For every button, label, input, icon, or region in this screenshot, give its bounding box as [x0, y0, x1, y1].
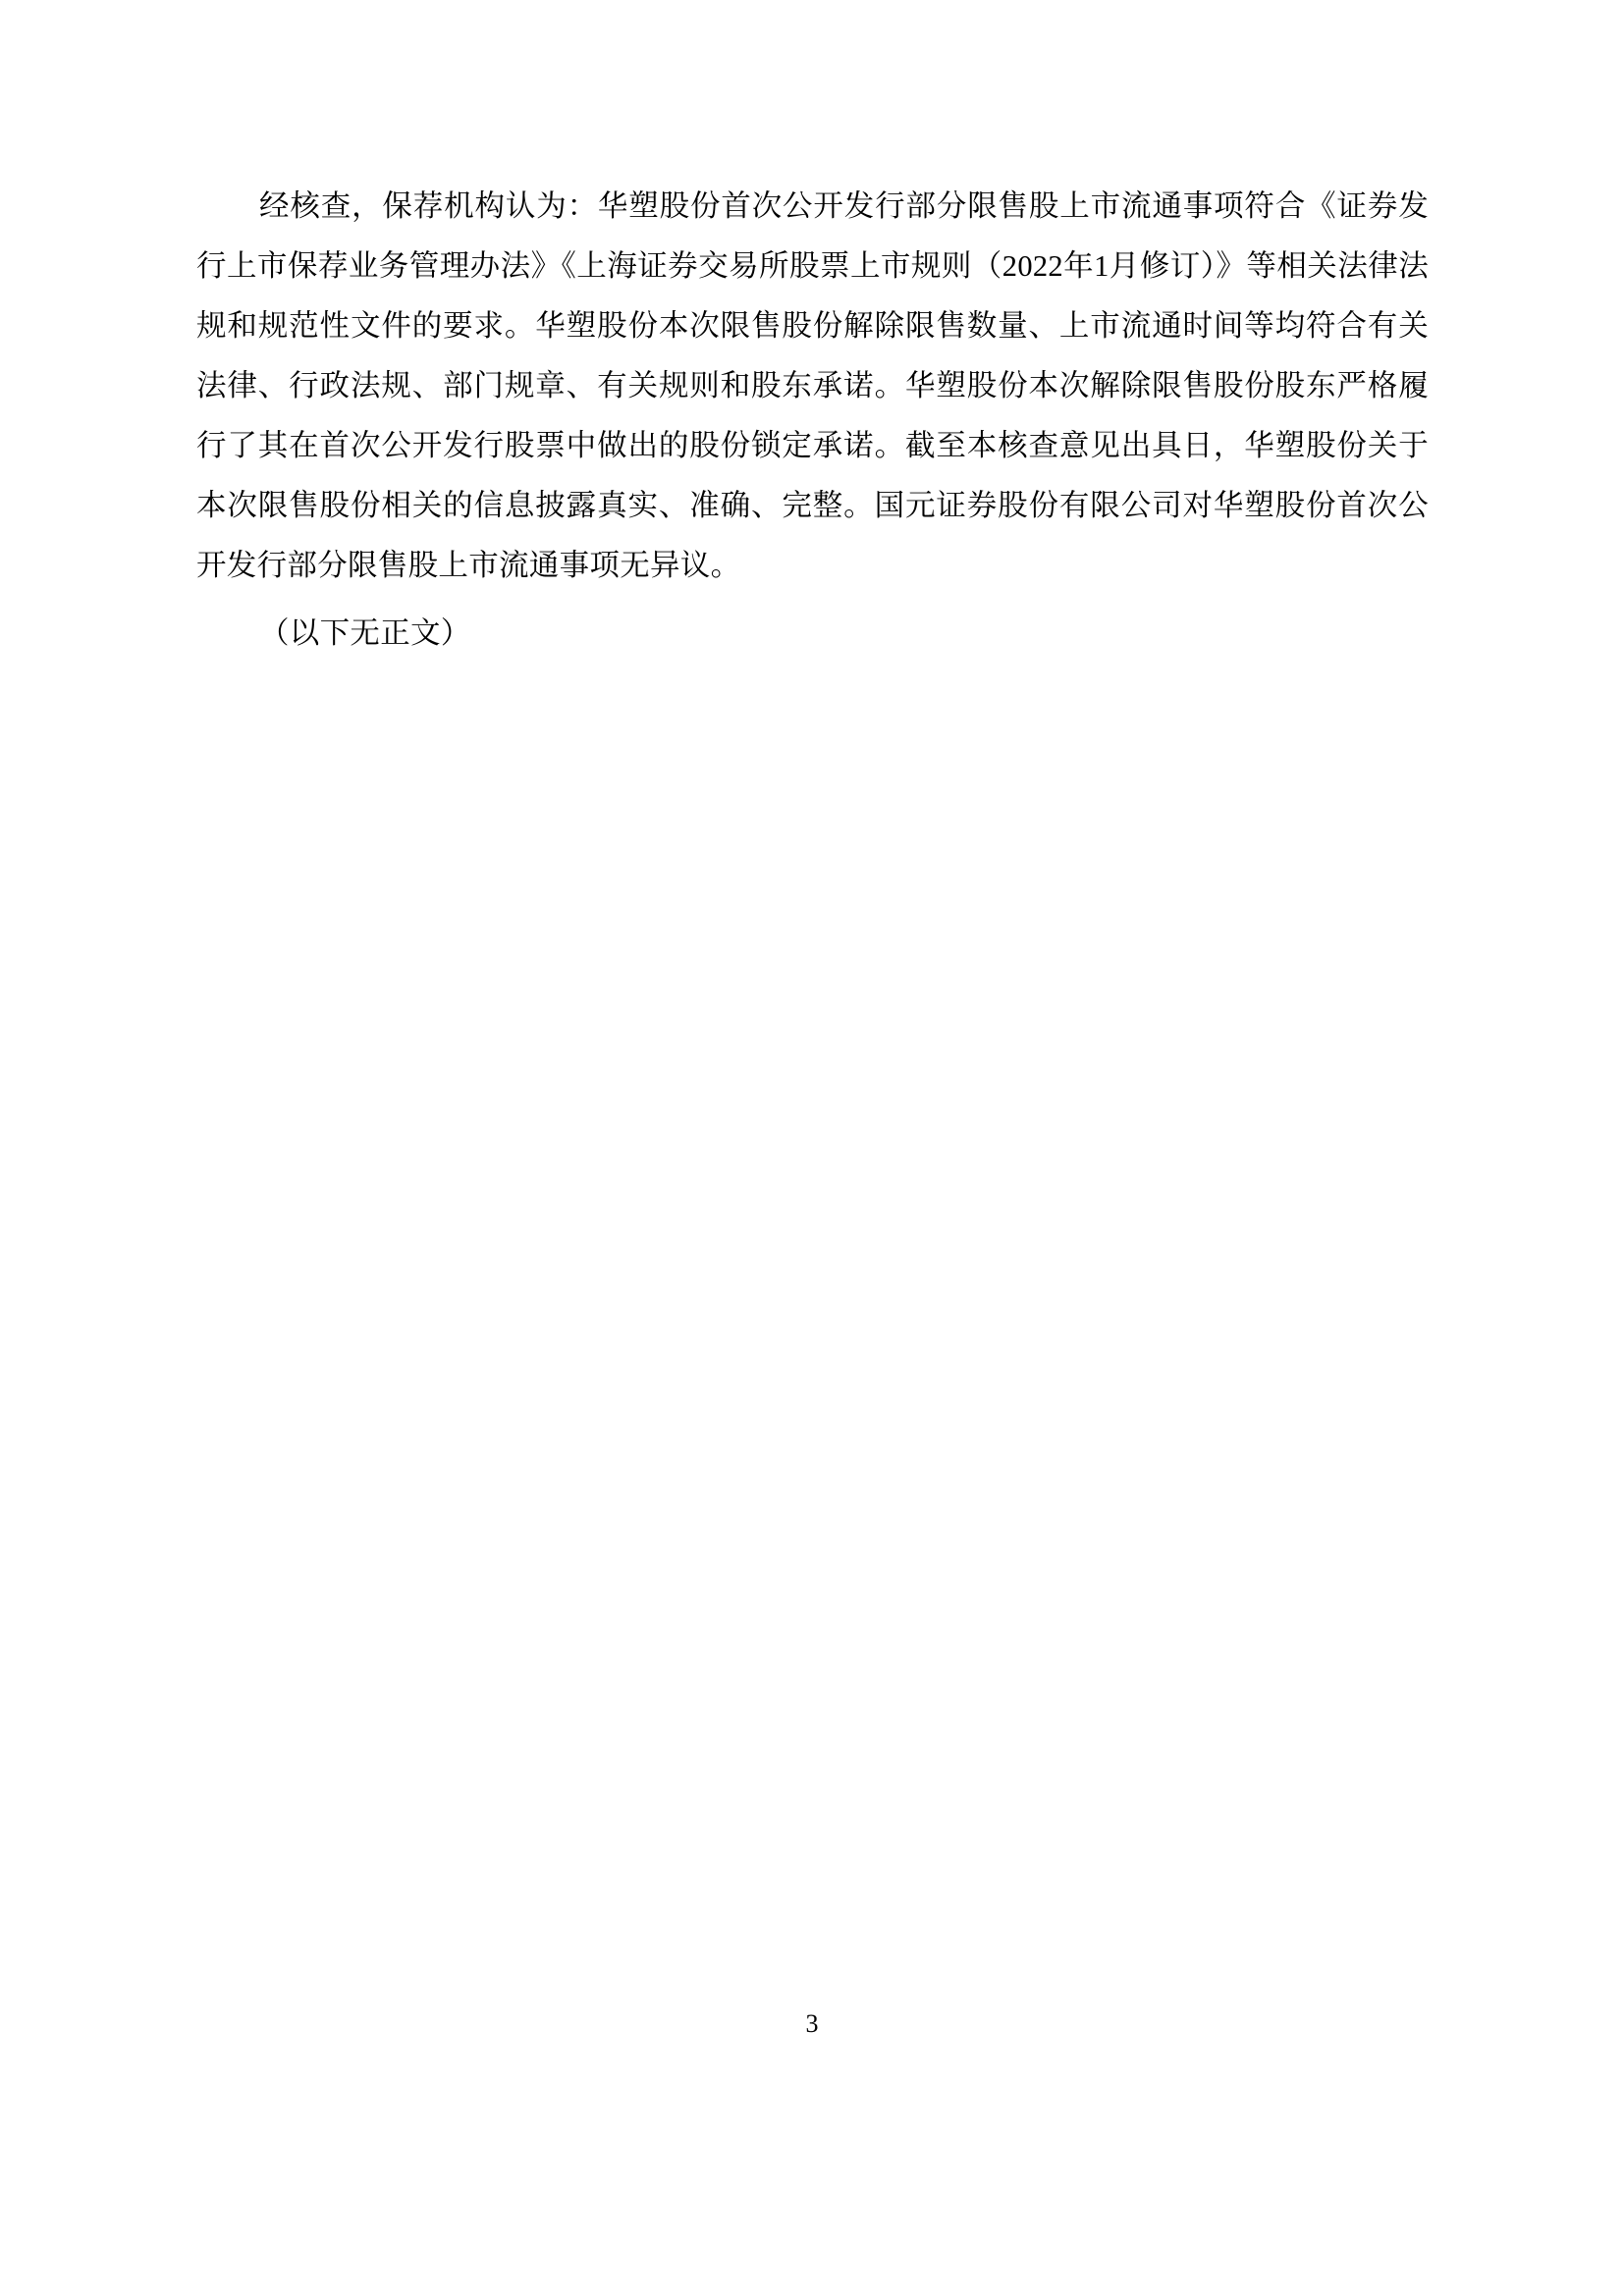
- document-body: [196, 177, 1429, 664]
- page-number: 3: [805, 2009, 819, 2038]
- paragraph-conclusion: 经核查，保荐机构认为：华塑股份首次公开发行部分限售股上市流通事项符合《证券发行上市保荐业务管理办法》《上海证券交易所股票上市规则（2022年1月修订）》等相关法律法规和规范性文件的要求。华塑股份本次限售股份解除限售数量、上市流通时间等均符合有关法律、行政法规、部门规章、有关规则和股东承诺。华塑股份本次解除限售股份股东严格履行了其在首次公开发行股票中做出的股份锁定承诺。截至本核查意见出具日，华塑股份关于本次限售股份相关的信息披露真实、准确、完整。国元证券股份有限公司对华塑股份首次公开发行部分限售股上市流通事项无异议。: [196, 189, 1429, 582]
- paragraph-no-text-below: （以下无正文）: [259, 616, 471, 650]
